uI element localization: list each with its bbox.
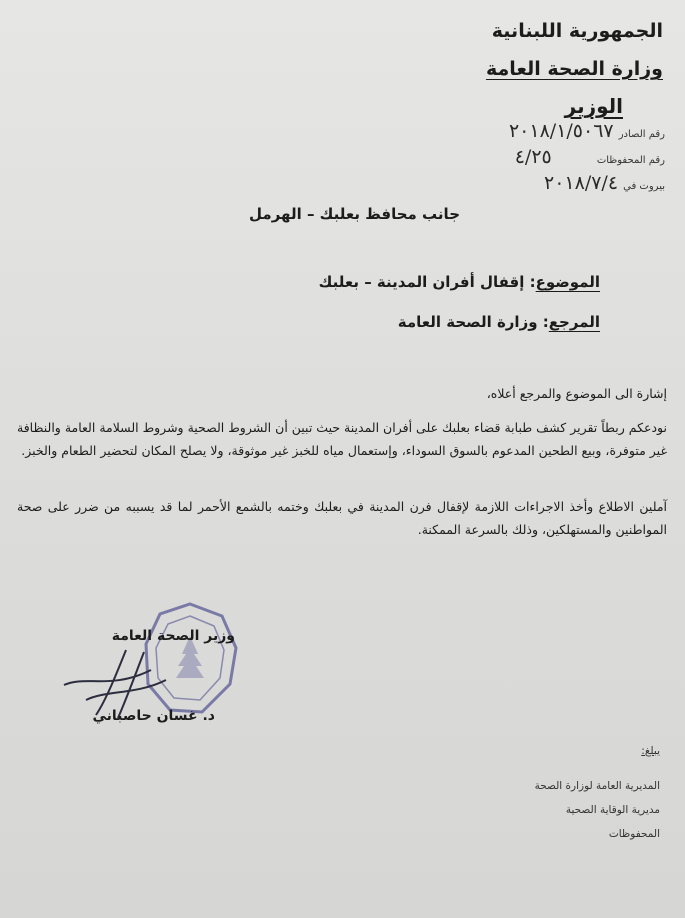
minister-heading: الوزير [564,94,623,118]
reference-label: المرجع [548,313,600,331]
distribution-item-2: مديرية الوقاية الصحية [565,804,660,816]
archive-number-value: ٤/٢٥ [514,146,552,168]
signatory-name: د. غسان حاصباني [92,708,215,724]
reference-line: المرجع: وزارة الصحة العامة [397,313,600,331]
ministry-heading: وزارة الصحة العامة [485,58,663,80]
body-paragraph-3: آملين الاطلاع وأخذ الاجراءات اللازمة لإقفال فرن المدينة في بعلبك وختمه بالشمع الأحمر لما قد يسببه من ضرر على صحة المواطنين والمستهلكين، وذلك بالسرعة الممكنة. [17,499,667,537]
signature-title: وزير الصحة العامة [111,628,235,644]
subject-text: إقفال أفران المدينة – بعلبك [318,273,525,291]
date-row [544,172,665,194]
addressee: جانب محافظ بعلبك – الهرمل [249,205,460,223]
reference-number-value: ٢٠١٨/١/٥٠٦٧ [508,120,614,142]
date-label: بيروت في [623,181,665,192]
body-paragraph-2: نودعكم ربطاً تقرير كشف طبابة قضاء بعلبك على أفران المدينة حيث تبين أن الشروط الصحية وشروط السلامة العامة والنظافة غير متوفرة، وبيع الطحين المدعوم بالسوق السوداء، وإستعمال مياه للخبز غير موثوقة، ولا يصلح المكان لتحضير الطعام والخبز. [17,420,667,458]
subject-line: الموضوع: إقفال أفران المدينة – بعلبك [318,273,600,291]
reference-text: وزارة الصحة العامة [397,313,538,331]
distribution-label: يبلغ: [641,745,660,757]
date-value: ٢٠١٨/٧/٤ [544,172,619,194]
reference-number-row [509,120,665,142]
body-paragraph-1: إشارة الى الموضوع والمرجع أعلاه، [486,386,667,401]
distribution-item-3: المحفوظات [608,828,660,840]
handwritten-signature [56,630,176,720]
reference-number-label: رقم الصادر [618,129,665,140]
republic-heading: الجمهورية اللبنانية [491,20,663,42]
subject-label: الموضوع [535,273,600,291]
archive-number-row [515,146,665,168]
distribution-item-1: المديرية العامة لوزارة الصحة [534,780,660,792]
archive-number-label: رقم المحفوظات [596,155,665,166]
